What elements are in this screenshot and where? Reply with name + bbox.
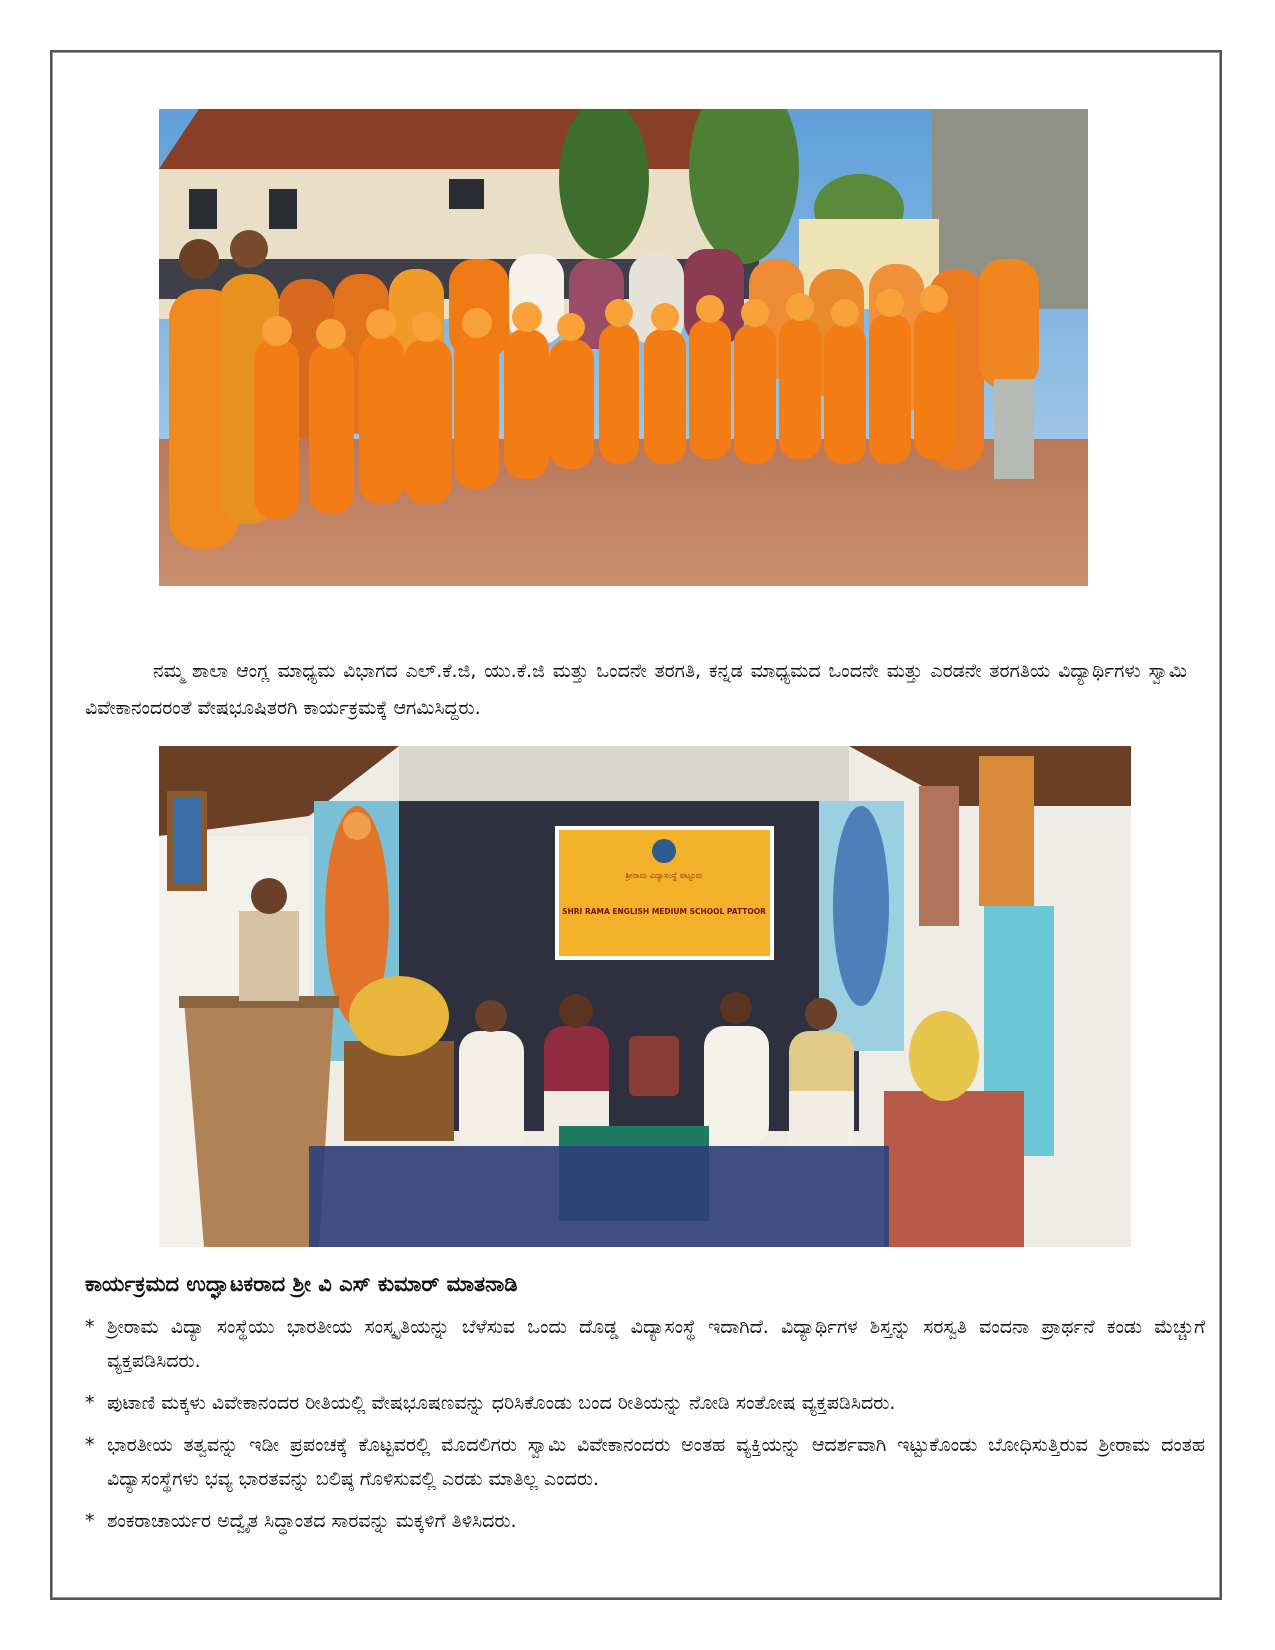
list-item — [85, 1310, 1205, 1378]
bullet-star-icon: * — [85, 1434, 95, 1456]
list-item — [85, 1386, 1205, 1420]
list-item — [85, 1504, 1205, 1538]
list-item-text: ಶ್ರೀರಾಮ ವಿದ್ಯಾ ಸಂಸ್ಥೆಯು ಭಾರತೀಯ ಸಂಸ್ಕೃತಿಯನ್ನು ಬೆಳೆಸುವ ಒಂದು ದೊಡ್ಡ ವಿದ್ಯಾಸಂಸ್ಥೆ ಇದಾಗಿದೆ. ವಿದ್ಯಾರ್ಥಿಗಳ ಶಿಸ್ತನ್ನು ಸರಸ್ವತಿ ವಂದನಾ ಪ್ರಾರ್ಥನೆ ಕಂಡು ಮೆಚ್ಚುಗೆ ವ್ಯಕ್ತಪಡಿಸಿದರು. — [107, 1316, 1205, 1372]
list-item — [85, 1428, 1205, 1496]
list-item-text: ಭಾರತೀಯ ತತ್ವವನ್ನು ಇಡೀ ಪ್ರಪಂಚಕ್ಕೆ ಕೊಟ್ಟವರಲ್ಲಿ ಮೊದಲಿಗರು ಸ್ವಾಮಿ ವಿವೇಕಾನಂದರು ಅಂತಹ ವ್ಯಕ್ತಿಯನ್ನು ಆದರ್ಶವಾಗಿ ಇಟ್ಟುಕೊಂಡು ಬೋಧಿಸುತ್ತಿರುವ ಶ್ರೀರಾಮ ದಂತಹ ವಿದ್ಯಾಸಂಸ್ಥೆಗಳು ಭವ್ಯ ಭಾರತವನ್ನು ಬಲಿಷ್ಠ ಗೊಳಿಸುವಲ್ಲಿ ಎರಡು ಮಾತಿಲ್ಲ ಎಂದರು. — [107, 1434, 1205, 1490]
group-photo-image — [159, 109, 1088, 586]
speech-points-list — [85, 1310, 1205, 1546]
list-item-text: ಪುಟಾಣಿ ಮಕ್ಕಳು ವಿವೇಕಾನಂದರ ರೀತಿಯಲ್ಲಿ ವೇಷಭೂಷಣವನ್ನು ಧರಿಸಿಕೊಂಡು ಬಂದ ರೀತಿಯನ್ನು ನೋಡಿ ಸಂತೋಷ ವ್ಯಕ್ತಪಡಿಸಿದರು. — [107, 1392, 896, 1414]
bullet-star-icon: * — [85, 1392, 95, 1414]
bullet-star-icon: * — [85, 1316, 95, 1338]
list-item-text: ಶಂಕರಾಚಾರ್ಯರ ಅದ್ವೈತ ಸಿದ್ಧಾಂತದ ಸಾರವನ್ನು ಮಕ್ಕಳಿಗೆ ತಿಳಿಸಿದರು. — [107, 1510, 517, 1532]
stage-photo-image — [159, 746, 1131, 1247]
speech-heading: ಕಾರ್ಯಕ್ರಮದ ಉದ್ಘಾಟಕರಾದ ಶ್ರೀ ವಿ ಎಸ್ ಕುಮಾರ್ ಮಾತನಾಡಿ — [85, 1272, 518, 1296]
bullet-star-icon: * — [85, 1510, 95, 1532]
intro-paragraph: ನಮ್ಮ ಶಾಲಾ ಆಂಗ್ಲ ಮಾಧ್ಯಮ ವಿಭಾಗದ ಎಲ್.ಕೆ.ಜಿ, ಯು.ಕೆ.ಜಿ ಮತ್ತು ಒಂದನೇ ತರಗತಿ, ಕನ್ನಡ ಮಾಧ್ಯಮದ ಒಂದನೇ ಮತ್ತು ಎರಡನೇ ತರಗತಿಯ ವಿದ್ಯಾರ್ಥಿಗಳು ಸ್ವಾಮಿ ವಿವೇಕಾನಂದರಂತೆ ವೇಷಭೂಷಿತರಗಿ ಕಾರ್ಯಕ್ರಮಕ್ಕೆ ಆಗಮಿಸಿದ್ದರು. — [85, 660, 1187, 719]
banner-line-2: SHRI RAMA ENGLISH MEDIUM SCHOOL PATTOOR — [562, 907, 766, 916]
banner-line-1: ಶ್ರೀರಾಮ ವಿದ್ಯಾಸಂಸ್ಥೆ ಪಟ್ಟೂರು — [625, 871, 703, 880]
group-photo — [159, 109, 1088, 586]
stage-photo — [159, 746, 1131, 1247]
